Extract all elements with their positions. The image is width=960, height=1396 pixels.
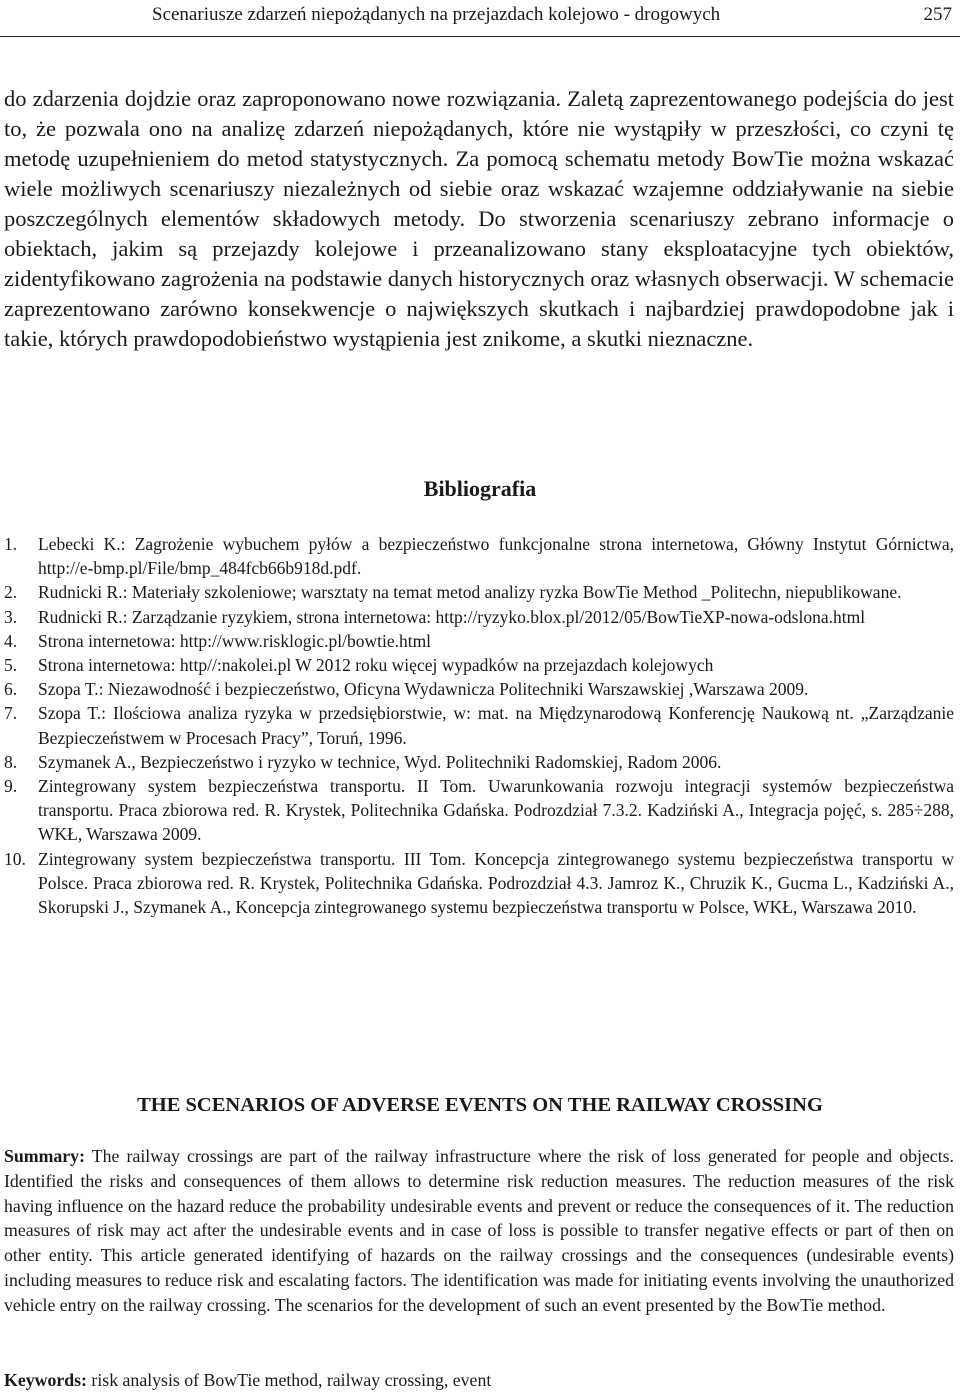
bibliography-heading: Bibliografia (423, 476, 537, 501)
bibliography-item-text: Zintegrowany system bezpieczeństwa transportu. III Tom. Koncepcja zintegrowanego systemu bezpieczeństwa transportu w Polsce. Praca zbiorowa red. R. Krystek, Politechnika Gdańska. Podrozdział 4.3. Jamroz K., Chruzik K., Gucma L., Kadziński A., Skorupski J., Szymanek A., Koncepcja zintegrowanego systemu bezpieczeństwa transportu w Polsce, WKŁ, Warszawa 2010. (38, 848, 954, 918)
bibliography-item-number: 5. (4, 655, 18, 676)
bibliography-item-number: 3. (4, 606, 18, 627)
bibliography-item-text: Szymanek A., Bezpieczeństwo i ryzyko w technice, Wyd. Politechniki Radomskiej, Radom 2006. (38, 751, 722, 772)
page-number: 257 (923, 4, 952, 25)
bibliography-item-text: Strona internetowa: http://www.risklogic.pl/bowtie.html (38, 630, 432, 651)
body-paragraph: do zdarzenia dojdzie oraz zaproponowano nowe rozwiązania. Zaletą zaprezentowanego podejścia do jest to, że pozwala ono na analizę zdarzeń niepożądanych, które nie wystąpiły w przeszłości, co czyni tę metodę uzupełnieniem do metod statystycznych. Za pomocą schematu metody BowTie można wskazać wiele możliwych scenariuszy niezależnych od siebie oraz wskazać wzajemne oddziaływanie na siebie poszczególnych elementów składowych metody. Do stworzenia scenariuszy zebrano informacje o obiektach, jakim są przejazdy kolejowe i przeanalizowano stany eksploatacyjne tych obiektów, zidentyfikowano zagrożenia na podstawie danych historycznych oraz własnych obserwacji. W schemacie zaprezentowano zarówno konsekwencje o największych skutkach i najbardziej prawdopodobne jak i takie, których prawdopodobieństwo wystąpienia jest znikome, a skutki nieznaczne. (4, 86, 954, 351)
bibliography-item (4, 580, 954, 604)
bibliography-item (4, 677, 954, 701)
bibliography-item-text: Szopa T.: Ilościowa analiza ryzyka w przedsiębiorstwie, w: mat. na Międzynarodową Konferencję Naukową nt. „Zarządzanie Bezpieczeństwem w Procesach Pracy”, Toruń, 1996. (38, 703, 954, 748)
bibliography-item-number: 4. (4, 630, 18, 651)
bibliography-item (4, 847, 954, 920)
header-divider (0, 36, 960, 37)
keywords-label: Keywords: (4, 1370, 87, 1390)
bibliography-item (4, 605, 954, 629)
bibliography-item-number: 8. (4, 751, 18, 772)
bibliography-item (4, 653, 954, 677)
bibliography-item-text: Lebecki K.: Zagrożenie wybuchem pyłów a bezpieczeństwo funkcjonalne strona internetowa, Główny Instytut Górnictwa, http://e-bmp.pl/File/bmp_484fcb66b918d.pdf. (38, 534, 954, 579)
bibliography-item (4, 774, 954, 847)
keywords-text: risk analysis of BowTie method, railway crossing, event (91, 1370, 492, 1390)
summary-paragraph (4, 1144, 954, 1318)
bibliography-item-text: Rudnicki R.: Zarządzanie ryzykiem, strona internetowa: http://ryzyko.blox.pl/2012/05/BowTieXP-nowa-odslona.html (38, 606, 866, 627)
bibliography-item-number: 6. (4, 679, 18, 700)
bibliography-item (4, 750, 954, 774)
bibliography-item-number: 1. (4, 534, 18, 554)
body-text (4, 84, 954, 354)
running-header-title: Scenariusze zdarzeń niepożądanych na przejazdach kolejowo - drogowych (152, 4, 721, 25)
bibliography-item-number: 9. (4, 776, 18, 797)
keywords-line (4, 1368, 954, 1392)
english-article-title: THE SCENARIOS OF ADVERSE EVENTS ON THE RAILWAY CROSSING (137, 1094, 823, 1116)
bibliography-item-text: Szopa T.: Niezawodność i bezpieczeństwo, Oficyna Wydawnicza Politechniki Warszawskiej ,Warszawa 2009. (38, 679, 809, 700)
bibliography-item-text: Zintegrowany system bezpieczeństwa transportu. II Tom. Uwarunkowania rozwoju integracji systemów bezpieczeństwa transportu. Praca zbiorowa red. R. Krystek, Politechnika Gdańska. Podrozdział 7.3.2. Kadziński A., Integracja pojęć, s. 285÷288, WKŁ, Warszawa 2009. (38, 776, 954, 845)
bibliography-item-text: Strona internetowa: http//:nakolei.pl W 2012 roku więcej wypadków na przejazdach kolejowych (38, 655, 714, 676)
bibliography-item (4, 532, 954, 580)
bibliography-item-number: 7. (4, 703, 18, 724)
summary-label: Summary: (4, 1146, 85, 1166)
summary-text: The railway crossings are part of the railway infrastructure where the risk of loss generated for people and objects. Identified the risks and consequences of them allows to determine risk reduction measures. The reduction measures of the risk having influence on the hazard reduce the probability undesirable events and prevent or reduce the consequences of it. The reduction measures of risk may act after the undesirable events and in case of loss is possible to transfer negative effects or part of then on other entity. This article generated identifying of hazards on the railway crossings and the consequences (undesirable events) including measures to reduce risk and escalating factors. The identification was made for initiating events involving the unauthorized vehicle entry on the railway crossing. The scenarios for the development of such an event presented by the BowTie method. (4, 1146, 955, 1315)
bibliography-item (4, 701, 954, 749)
bibliography-item (4, 629, 954, 653)
running-header (0, 4, 960, 28)
bibliography-item-number: 10. (4, 848, 26, 869)
bibliography-list (4, 532, 954, 919)
bibliography-item-text: Rudnicki R.: Materiały szkoleniowe; warsztaty na temat metod analizy ryzka BowTie Method _Politechn, niepublikowane. (38, 582, 902, 603)
bibliography-item-number: 2. (4, 582, 18, 603)
